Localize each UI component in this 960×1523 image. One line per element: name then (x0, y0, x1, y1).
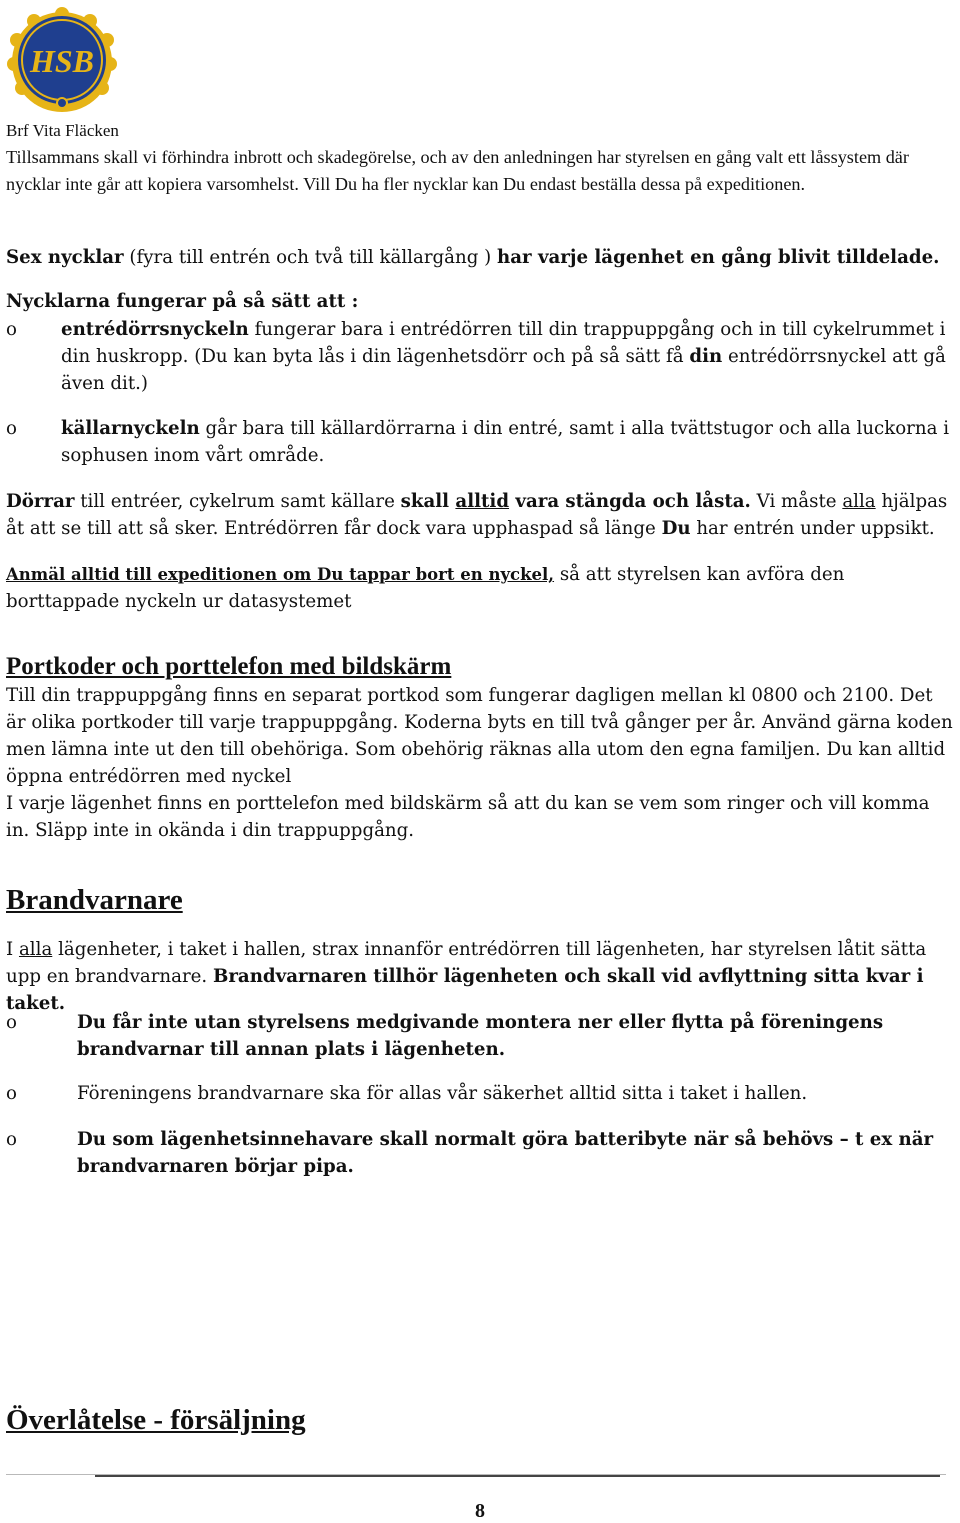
keys-count-detail: (fyra till entrén och två till källargång ) (123, 247, 498, 268)
doors-must: skall (400, 491, 456, 512)
list-item (6, 316, 954, 397)
entrance-key-emph: din (689, 346, 723, 367)
page-number: 8 (475, 1500, 485, 1522)
list-item (6, 1009, 954, 1063)
smoke-intro-bold: Brandvarnaren tillhör lägenheten och skall vid avflyttning sitta kvar i taket. (6, 966, 924, 1014)
smoke-intro-all: alla (18, 939, 53, 960)
doors-text4: har entrén under uppsikt. (690, 518, 935, 539)
doors-always: alltid (455, 491, 510, 512)
intro-paragraph: Tillsammans skall vi förhindra inbrott och skadegörelse, och av den anledningen har styrelsen en gång valt ett låssystem där nycklar inte går att kopiera varsomhelst. Vill Du ha fler nycklar kan Du endast beställa dessa på expeditionen. (6, 147, 909, 194)
logo-text: HSB (29, 43, 95, 79)
doors-all: alla (842, 491, 876, 512)
organization-name: Brf Vita Fläcken (6, 121, 119, 140)
list-item (6, 415, 954, 469)
entrance-key-term: entrédörrsnyckeln (61, 319, 249, 340)
report-lost-key-emph: Anmäl alltid till expeditionen om Du tappar bort en nyckel, (6, 565, 555, 584)
portcode-heading: Portkoder och porttelefon med bildskärm (6, 653, 452, 680)
smoke-intro-a: I (6, 939, 19, 960)
doors-term: Dörrar (6, 491, 75, 512)
doors-closed: vara stängda och låsta. (509, 491, 751, 512)
doors-text: till entréer, cykelrum samt källare (74, 491, 401, 512)
keys-count-bold: Sex nycklar (6, 247, 124, 268)
cellar-key-text: går bara till källardörrarna i din entré, samt i alla tvättstugor och alla luckorna i sophusen inom vårt område. (61, 418, 950, 466)
keys-count-tail: har varje lägenhet en gång blivit tilldelade. (497, 247, 940, 268)
doors-paragraph (6, 488, 954, 542)
smoke-rule-1: Du får inte utan styrelsens medgivande montera ner eller flytta på föreningens brandvarnar till annan plats i lägenheten. (77, 1012, 884, 1060)
transfer-sale-heading: Överlåtelse - försäljning (6, 1404, 306, 1436)
smoke-rule-3: Du som lägenhetsinnehavare skall normalt göra batteribyte när så behövs – t ex när brandvarnaren börjar pipa. (77, 1129, 934, 1177)
list-item (6, 1080, 954, 1107)
doors-text2: Vi måste (750, 491, 843, 512)
hsb-logo (6, 6, 118, 116)
entrance-key-text: fungerar bara i entrédörren till din trappuppgång och in till cykelrummet i din huskropp. (Du kan byta lås i din lägenhetsdörr och på så sätt få (61, 319, 946, 367)
doors-text3: hjälpas åt att se till att så sker. Entrédörren får dock vara upphaspad så länge (6, 491, 948, 539)
keys-count-paragraph (6, 244, 954, 271)
smoke-rule-2: Föreningens brandvarnare ska för allas vår säkerhet alltid sitta i taket i hallen. (77, 1083, 808, 1104)
entrance-key-text-end: entrédörrsnyckel att gå även dit.) (61, 346, 946, 394)
intercom-paragraph: I varje lägenhet finns en porttelefon med bildskärm så att du kan se vem som ringer och vill komma in. Släpp inte in okända i din trappuppgång. (6, 793, 930, 841)
bullet-marker: o (6, 1129, 17, 1150)
doors-you: Du (661, 518, 691, 539)
smoke-alarm-intro (6, 936, 954, 1017)
cellar-key-term: källarnyckeln (61, 418, 200, 439)
report-lost-key-paragraph (6, 561, 954, 615)
keys-function-heading: Nycklarna fungerar på så sätt att : (6, 291, 359, 312)
report-lost-key-text: så att styrelsen kan avföra den borttappade nyckeln ur datasystemet (6, 564, 845, 612)
smoke-intro-text: lägenheter, i taket i hallen, strax innanför entrédörren till lägenheten, har styrelsen låtit sätta upp en brandvarnare. (6, 939, 927, 987)
footer-divider-bold (95, 1475, 940, 1477)
smoke-alarm-heading: Brandvarnare (6, 884, 183, 916)
bullet-marker: o (6, 1083, 17, 1104)
bullet-marker: o (6, 418, 17, 439)
bullet-marker: o (6, 319, 17, 340)
bullet-marker: o (6, 1012, 17, 1033)
list-item (6, 1126, 954, 1180)
portcode-paragraph: Till din trappuppgång finns en separat portkod som fungerar dagligen mellan kl 0800 och 2100. Det är olika portkoder till varje trappuppgång. Koderna byts en till två gånger per år. Använd gärna koden men lämna inte ut den till obehöriga. Som obehörig räknas alla utom den egna familjen. Du kan alltid öppna entrédörren med nyckel (6, 685, 953, 787)
